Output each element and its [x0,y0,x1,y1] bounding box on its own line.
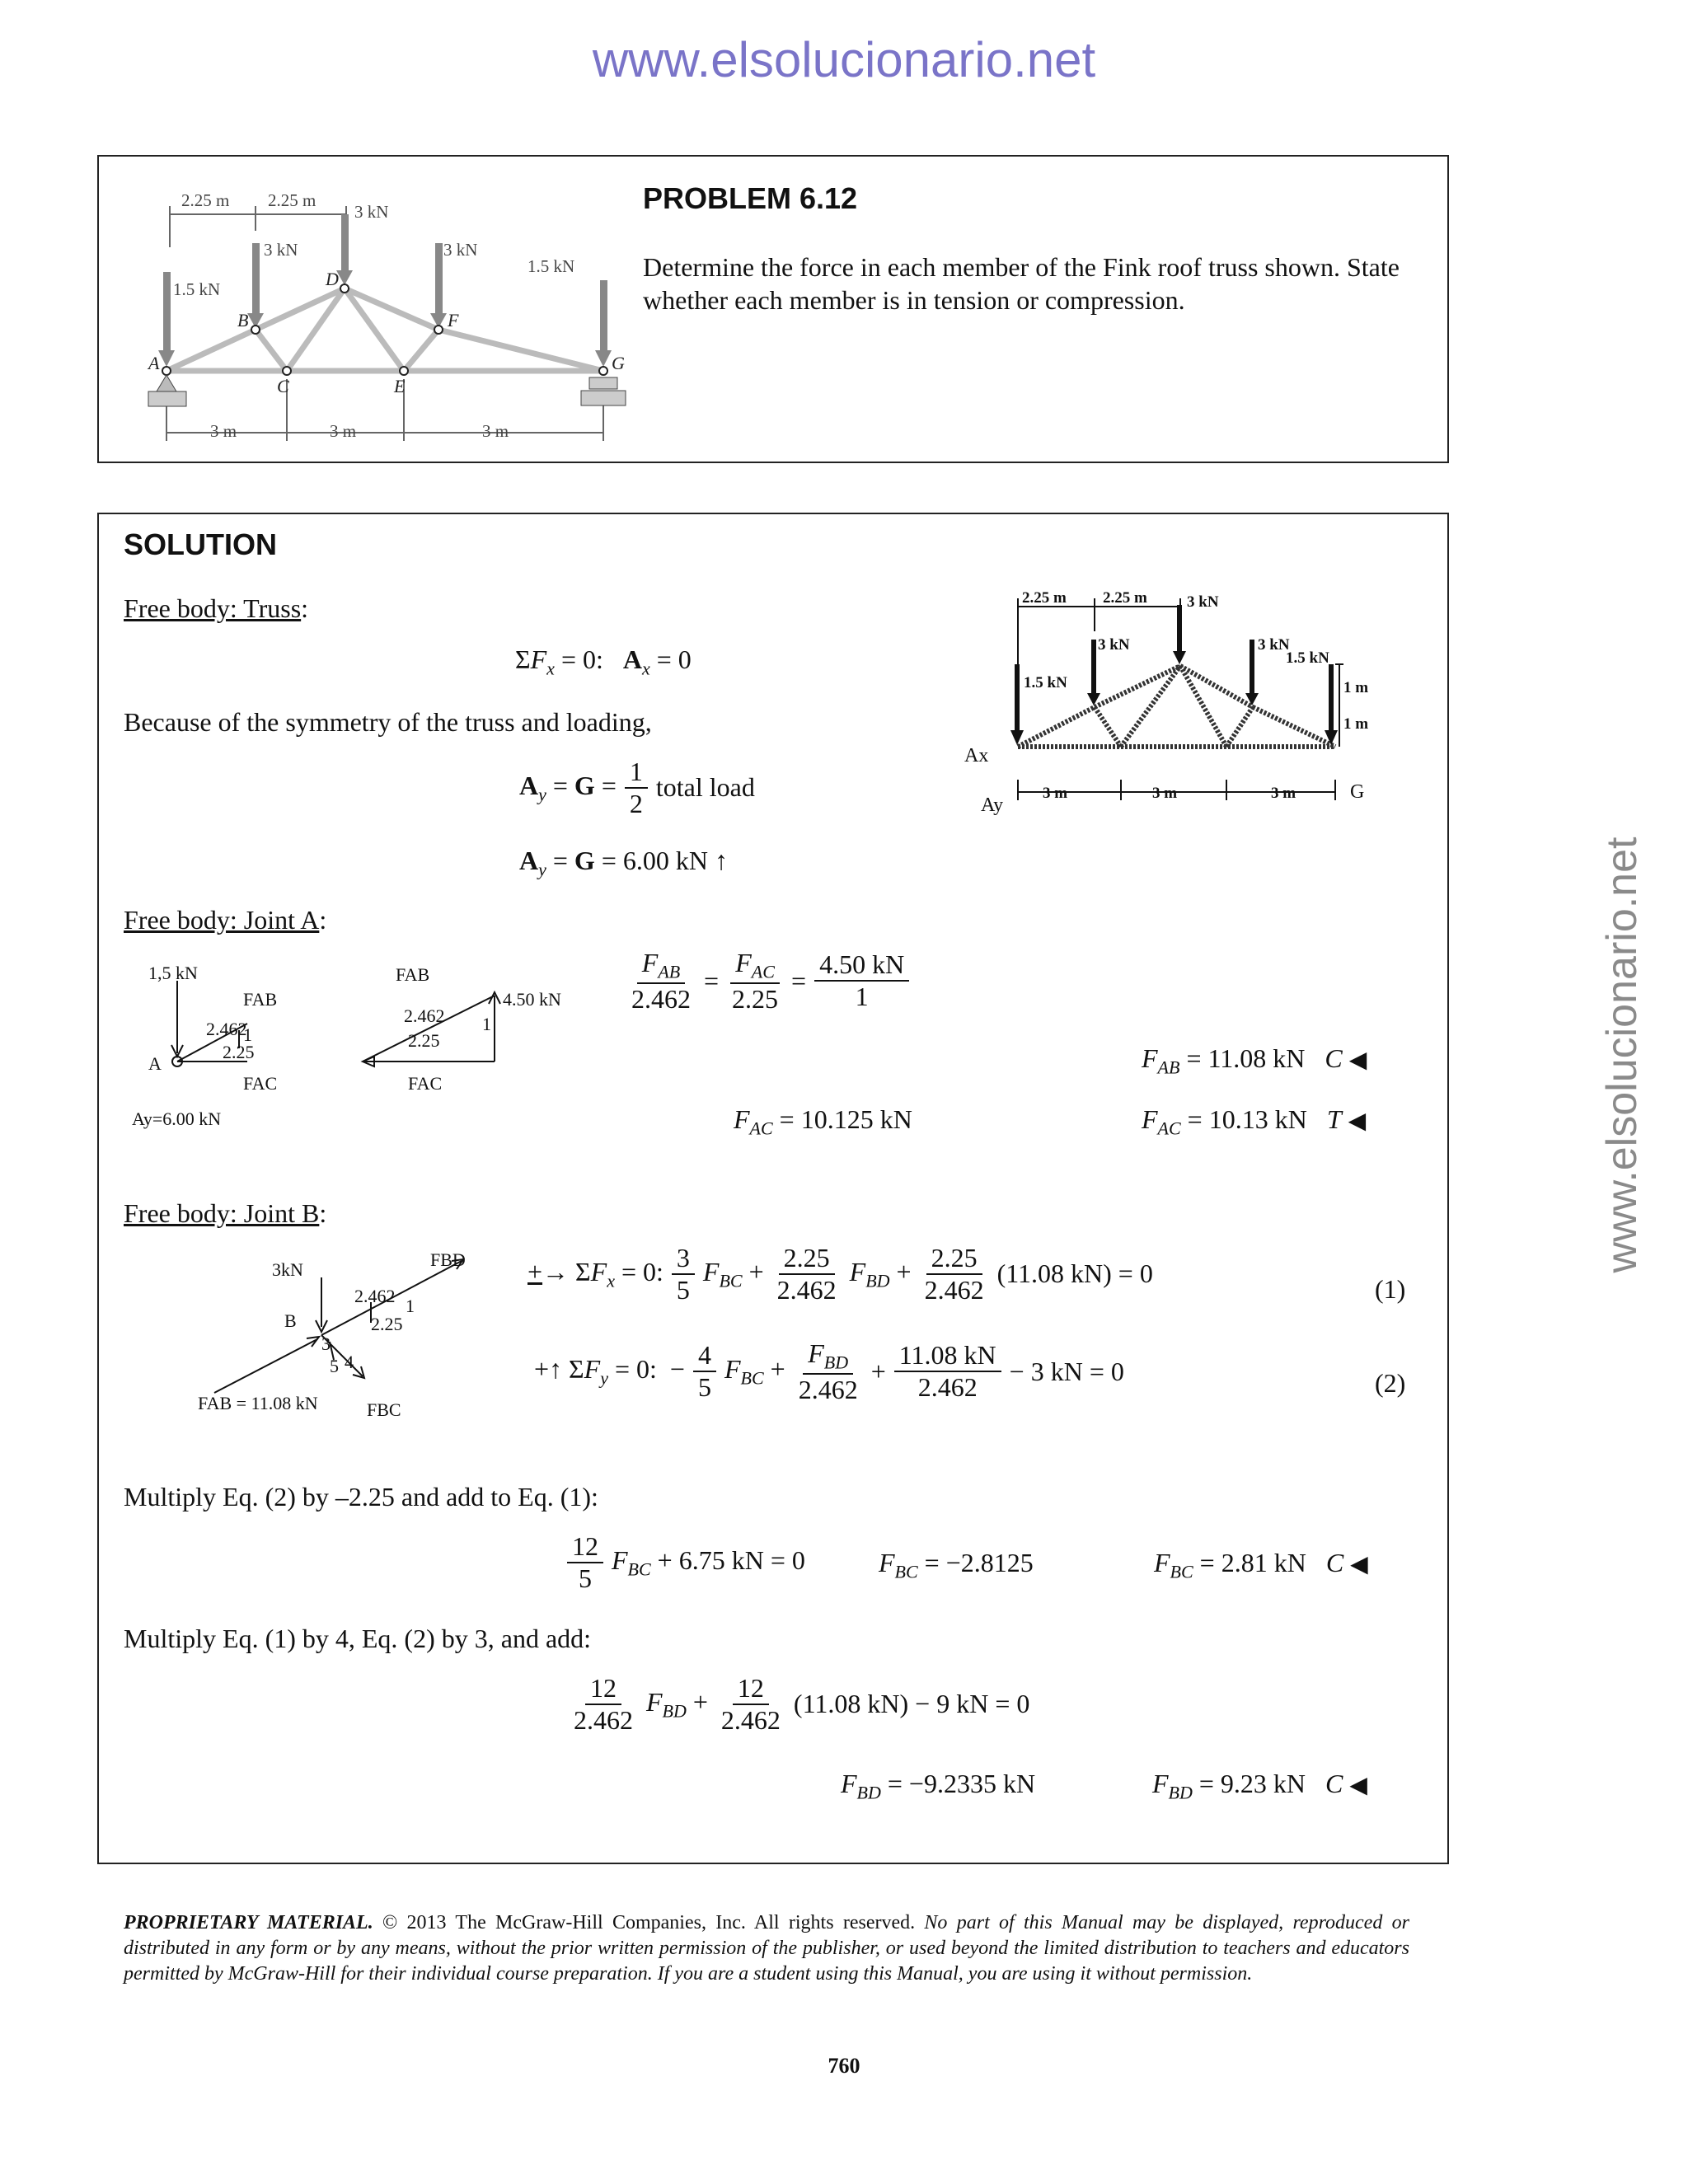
fig-load-b: 3 kN [264,240,298,260]
fig-joint-b: B [237,310,249,330]
ja-load: 1,5 kN [148,963,198,983]
ja-1: 1 [243,1024,252,1045]
fig-joint-g: G [612,353,625,373]
fb-joint-b-label: Free body: Joint B: [124,1198,327,1228]
result-fab: $F_{AB} = 11.08$ kN C ◀ [1142,1043,1367,1078]
fig-joint-a: A [148,353,160,373]
fig-joint-c: C [277,376,289,396]
jb-3: 3 [321,1333,331,1354]
eq-fbc: $\frac{12}{5}$ $F_{BC} + 6.75$ kN = 0 [567,1531,805,1594]
page-number: 760 [828,2054,860,2078]
sol-load-f: 3 kN [1258,636,1290,654]
eq-fbd: $\frac{12}{2.462}$ $F_{BD}$ + $\frac{12}{2.462}$ (11.08 kN) − 9 kN = 0 [574,1673,1030,1735]
sol-dim-bottom-2: 3 m [1152,785,1178,802]
sol-load-a: 1.5 kN [1024,674,1067,691]
fig-load-a: 1.5 kN [173,279,221,299]
jar-1: 1 [482,1014,491,1034]
fb-joint-a-label: Free body: Joint A: [124,905,327,935]
eq-ay-g-half: $A_y = G$ = $\frac{1}{2}$ total load [519,757,755,818]
result-fbc: $F_{BC} = 2.81$ kN C ◀ [1154,1548,1368,1582]
jb-b: B [284,1310,297,1331]
fig-dim-bottom-1: 3 m [210,421,237,441]
fig-joint-e: E [394,376,406,396]
joint-a-sketch-left [124,956,313,1146]
multiply1-text: Multiply Eq. (2) by –2.25 and add to Eq. (1): [124,1482,598,1511]
fig-joint-d: D [326,269,339,289]
ja-fac: FAC [243,1073,278,1094]
watermark-top: www.elsolucionario.net [592,32,1096,87]
problem-title: PROBLEM 6.12 [643,181,858,215]
eq1: +→ $\Sigma F_x = 0$: $\frac{3}{5}$ $F_{BC}$ + $\frac{2.25}{2.462}$ $F_{BD}$ + $\frac{2.25}{2.462}$ (11.08 kN) = 0 [528,1243,1153,1305]
value-fbd: $F_{BD} = -9.2335$ kN [841,1769,1036,1803]
jar-fac: FAC [408,1073,443,1094]
jb-fbd: FBD [430,1249,466,1270]
sol-dim-bottom-1: 3 m [1043,785,1068,802]
eq-sum-fx: $\Sigma F_x = 0$: $A_x = 0$ [515,644,692,679]
fig-dim-bottom-3: 3 m [482,421,509,441]
fig-joint-f: F [448,310,459,330]
ja-fab: FAB [243,989,278,1010]
value-fac: $F_{AC} = 10.125$ kN [734,1104,912,1139]
symmetry-text: Because of the symmetry of the truss and loading, [124,707,652,737]
solution-truss-sketch [956,582,1409,846]
eq2-label: (2) [1375,1368,1406,1398]
eq2: +↑ $\Sigma F_y = 0$: − $\frac{4}{5}$ $F_{BC}$ + $\frac{F_{BD}}{2.462}$ + $\frac{11.08 kN}{2.462}$ − 3 kN = 0 [534,1338,1124,1404]
ja-ay: Ay=6.00 kN [132,1108,222,1129]
jb-225: 2.25 [371,1314,403,1334]
multiply2-text: Multiply Eq. (1) by 4, Eq. (2) by 3, and add: [124,1624,592,1653]
fig-dim-bottom-2: 3 m [330,421,357,441]
result-fac: $F_{AC} = 10.13$ kN T ◀ [1142,1104,1367,1139]
fig-load-f: 3 kN [443,240,478,260]
sol-load-b: 3 kN [1098,636,1130,654]
jb-2462: 2.462 [354,1286,396,1306]
value-fbc: $F_{BC} = -2.8125$ [879,1548,1034,1582]
sol-dim-right-1: 1 m [1343,679,1369,696]
footer-copyright: PROPRIETARY MATERIAL. © 2013 The McGraw-Hill Companies, Inc. All rights reserved. No part of this Manual may be displayed, reproduced or distributed in any form or by any means, without the prior written permission of the publisher, or used beyond the limited distribution to teachers and educators permitted by McGraw-Hill for their individual course preparation. If you are a student using this Manual, you are using it without permission. [124,1912,1409,1985]
fig-dim-top-2: 2.25 m [268,190,316,210]
sol-dim-right-2: 1 m [1343,715,1369,733]
sol-load-d: 3 kN [1187,593,1219,611]
sol-dim-bottom-3: 3 m [1271,785,1296,802]
sol-g: G [1350,781,1365,803]
eq-ratio: $\frac{F_{AB}}{2.462}$ = $\frac{F_{AC}}{2.25}$ = $\frac{4.50 kN}{1}$ [626,948,909,1014]
jar-fab: FAB [396,964,430,985]
problem-statement: Determine the force in each member of the Fink roof truss shown. State whether each member is in tension or compression. [643,252,1400,315]
fig-dim-top-1: 2.25 m [181,190,230,210]
jb-load: 3kN [272,1259,303,1280]
fb-truss-label: Free body: Truss: [124,593,309,623]
fig-load-d: 3 kN [354,202,389,222]
fig-load-g: 1.5 kN [528,256,575,276]
jb-5: 5 [330,1356,339,1376]
joint-b-sketch [190,1244,536,1434]
ja-a: A [148,1053,162,1074]
jb-fab: FAB = 11.08 kN [198,1393,318,1413]
sol-load-g: 1.5 kN [1286,649,1329,667]
jb-4: 4 [345,1352,354,1372]
result-fbd: $F_{BD} = 9.23$ kN C ◀ [1152,1769,1367,1803]
jar-load: 4.50 kN [503,989,561,1010]
ja-2462: 2.462 [206,1019,247,1039]
watermark-side: www.elsolucionario.net [1598,837,1646,1273]
solution-heading: SOLUTION [124,527,277,561]
eq-ay-g-value: $A_y = G = 6.00$ kN ↑ [519,846,728,880]
jb-fbc: FBC [367,1399,401,1420]
ja-225: 2.25 [223,1042,255,1062]
problem-box [97,155,1449,463]
sol-ay: Ay [981,794,1004,816]
sol-dim-top-1: 2.25 m [1022,589,1067,607]
joint-a-sketch-right [346,956,577,1121]
jar-2462: 2.462 [404,1005,445,1026]
jb-1: 1 [406,1296,415,1316]
sol-dim-top-2: 2.25 m [1103,589,1147,607]
eq1-label: (1) [1375,1274,1406,1304]
jar-225: 2.25 [408,1030,440,1051]
problem-truss-figure [132,165,626,462]
sol-ax: Ax [964,745,989,766]
